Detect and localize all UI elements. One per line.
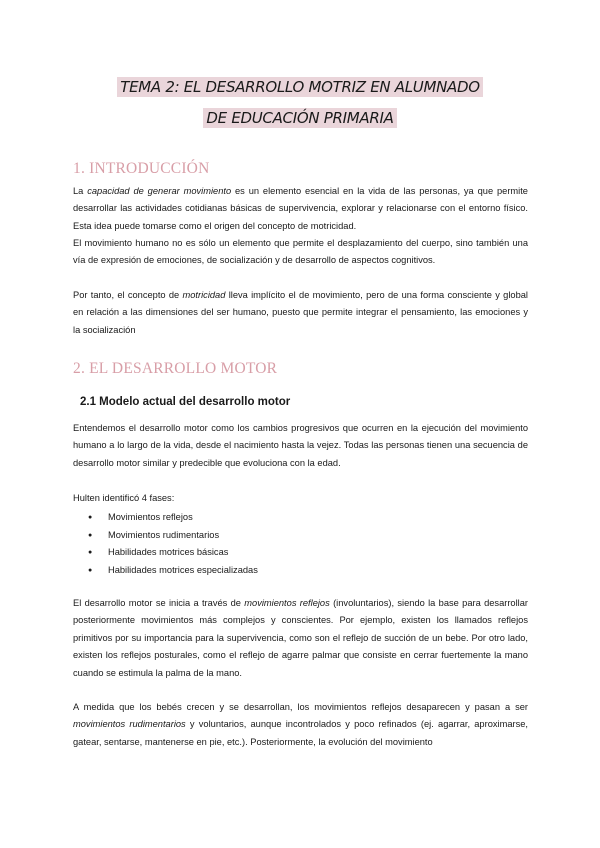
title-highlight-1: TEMA 2: EL DESARROLLO MOTRIZ EN ALUMNADO (117, 77, 483, 97)
list-item: ● Movimientos reflejos (88, 509, 258, 527)
motor-paragraph-1: Entendemos el desarrollo motor como los cambios progresivos que ocurren en la ejecución del movimiento humano a lo largo de la vida, desde el nacimiento hasta la vejez. Todas las personas tienen una secuencia de desarrollo motor similar y predecible que evoluciona con la edad. (73, 423, 528, 468)
list-item: ● Movimientos rudimentarios (88, 527, 258, 545)
emphasis-motricidad: motricidad (182, 290, 226, 300)
subsection-2-1-heading: 2.1 Modelo actual del desarrollo motor (80, 396, 291, 408)
intro-paragraph-1: La capacidad de generar movimiento es un elemento esencial en la vida de las personas, ya que permite desarrollar las actividades cotidianas básicas de supervivencia, explorar y relacionarse con el entorno físico. Esta idea puede tomarse como el origen del concepto de motricidad. (73, 186, 528, 231)
emphasis-rudimentarios: movimientos rudimentarios (73, 719, 186, 730)
section-1-heading: 1. INTRODUCCIÓN (73, 160, 210, 177)
intro-paragraph-2: El movimiento humano no es sólo un elemento que permite el desplazamiento del cuerpo, sino también una vía de expresión de emociones, de socialización y de desarrollo de aspectos cognitivos. (73, 238, 528, 266)
motor-paragraph-3: El desarrollo motor se inicia a través de movimientos reflejos (involuntarios), siendo la base para desarrollar posteriormente movimientos más complejos y conscientes. Por ejemplo, existen los llamados reflejos primitivos por su importancia para la supervivencia, como son el reflejo de succión de un bebe. Por otro lado, existen los reflejos posturales, como el reflejo de agarre palmar que consiste en cerrar fuertemente la mano cuando se estimula la palma de la mano. (73, 598, 528, 678)
title-highlight-2: DE EDUCACIÓN PRIMARIA (203, 108, 396, 128)
intro-paragraph-3: Por tanto, el concepto de motricidad lleva implícito el de movimiento, pero de una forma consciente y global en relación a las dimensiones del ser humano, puesto que permite integrar el pensamiento, las emociones y la socialización (73, 290, 528, 335)
emphasis-capacidad: capacidad de generar movimiento (87, 186, 232, 196)
section-2-heading: 2. EL DESARROLLO MOTOR (73, 360, 278, 377)
title-line-1 (0, 78, 600, 96)
emphasis-reflejos: movimientos reflejos (244, 598, 330, 608)
list-item: ● Habilidades motrices básicas (88, 544, 258, 562)
phases-list (88, 509, 258, 579)
list-item: ● Habilidades motrices especializadas (88, 562, 258, 580)
title-line-2 (0, 109, 600, 127)
phases-intro: Hulten identificó 4 fases: (73, 493, 175, 503)
motor-paragraph-4: A medida que los bebés crecen y se desarrollan, los movimientos reflejos desaparecen y pasan a ser movimientos rudimentarios y voluntarios, aunque incontrolados y poco refinados (ej. agarrar, aproximarse, gatear, sentarse, mantenerse en pie, etc.). Posteriormente, la evolución del movimiento (73, 702, 528, 747)
